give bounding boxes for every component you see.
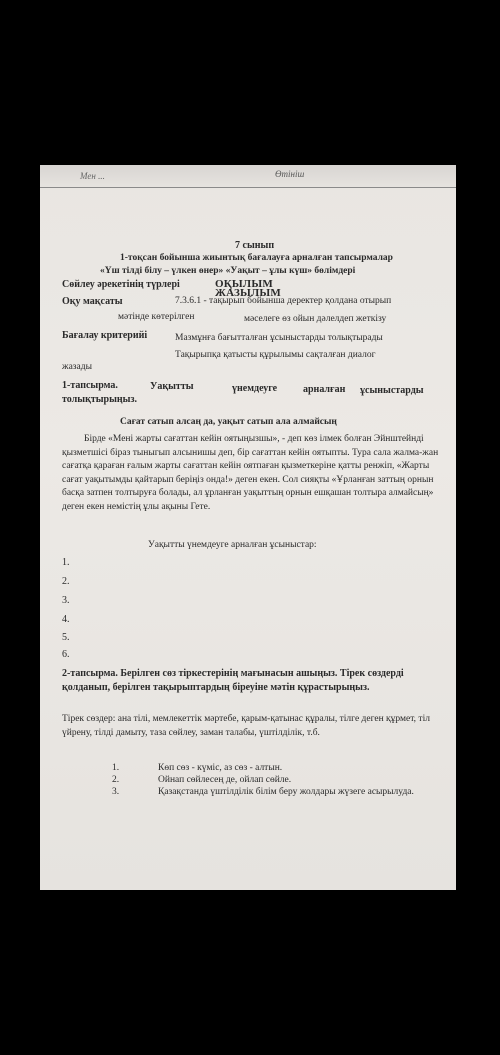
- topic-text-1: Көп сөз - күміс, аз сөз - алтын.: [158, 763, 283, 773]
- task2-title: 2-тапсырма. Берілген сөз тіркестерінің мағынасын ашыңыз. Тірек сөздерді қолданып, берілген тақырыптардың біреуіне мәтін құрастырыңыз.: [62, 668, 404, 693]
- objective-line-2b: мәселеге өз ойын дәлелдеп жеткізу: [244, 314, 387, 324]
- objective-label: Оқу мақсаты: [62, 296, 123, 307]
- topic-text-2: Ойнап сөйлесең де, ойлап сөйле.: [158, 775, 292, 785]
- topic-number-2: 2.: [112, 775, 120, 785]
- objective-line-1: 7.3.6.1 - тақырып бойынша деректер қолдана отырып: [175, 296, 392, 306]
- page-header-strip: [40, 165, 456, 188]
- topic-number-3: 3.: [112, 787, 120, 797]
- criteria-2b: жазады: [62, 362, 92, 372]
- suggestion-number-4: 4.: [62, 614, 70, 625]
- suggestions-title: Уақытты үнемдеуге арналған ұсыныстар:: [148, 540, 317, 550]
- task1-word-1: 1-тапсырма.: [62, 380, 118, 391]
- suggestion-number-3: 3.: [62, 595, 70, 606]
- title-line-1: 1-тоқсан бойынша жиынтық бағалауға арналған тапсырмалар: [120, 253, 393, 263]
- criteria-2a: Тақырыпқа қатысты құрылымы сақталған диалог: [175, 350, 376, 360]
- topic-text-3: Қазақстанда үштілділік білім беру жолдары жүзеге асырылуда.: [158, 787, 414, 797]
- suggestion-number-6: 6.: [62, 649, 70, 660]
- header-label: Өтініш: [275, 169, 305, 179]
- activity-value-writing: ЖАЗЫЛЫМ: [215, 287, 281, 299]
- criteria-label: Бағалау критерийі: [62, 330, 148, 341]
- document-photo: [40, 165, 456, 890]
- title-line-2: «Үш тілді білу – үлкен өнер» «Уақыт – ұлы күш» бөлімдері: [100, 266, 356, 276]
- task1-line-2: толықтырыңыз.: [62, 394, 138, 405]
- suggestion-number-1: 1.: [62, 557, 70, 568]
- criteria-1: Мазмұнға бағытталған ұсыныстарды толықтырады: [175, 333, 383, 343]
- task1-word-5: ұсыныстарды: [360, 385, 424, 396]
- suggestion-number-5: 5.: [62, 632, 70, 643]
- topic-number-1: 1.: [112, 763, 120, 773]
- objective-line-2a: мәтінде көтерілген: [118, 312, 195, 322]
- activity-value-reading: ОҚЫЛЫМ: [215, 278, 273, 290]
- grade-label: 7 сынып: [235, 240, 275, 251]
- activity-label: Сөйлеу әрекетінің түрлері: [62, 279, 180, 290]
- task1-word-2: Уақытты: [150, 381, 194, 392]
- task1-word-3: үнемдеуге: [232, 383, 278, 394]
- text-body: Бірде «Мені жарты сағаттан кейін оятыңызшы», - деп көз ілмек болған Эйнштейнді қызметшісі біраз тыныгып алсынишы деп, бір сағаттан кейін оятыпты. Тура сала жалма-жан сағатқа қараған ғалым жарты сағаттан кейін оятпаған қызметкеріне қатты ренжіп, «Жарты сағат уақытымды қайтарып беріңіз онда!» деген екен. Сол сияқты «Ұрланған заттың орнын басқа затпен толтыруға болады, ал ұрланған уақыттың орнын ешқашан толтыра алмайсың» деген екен немістің ұлы ақыны Гете.: [62, 434, 439, 512]
- task1-word-4: арналған: [303, 384, 346, 395]
- text-title: Сағат сатып алсаң да, уақыт сатып ала алмайсың: [120, 417, 337, 427]
- suggestion-number-2: 2.: [62, 576, 70, 587]
- handwritten-scribble: Мен ...: [80, 171, 105, 181]
- support-words: Тірек сөздер: ана тілі, мемлекеттік мәртебе, қарым-қатынас құралы, тілге деген құрмет, тіл үйрену, тілді дамыту, таза сөйлеу, заман талабы, үштілділік, т.б.: [62, 714, 430, 738]
